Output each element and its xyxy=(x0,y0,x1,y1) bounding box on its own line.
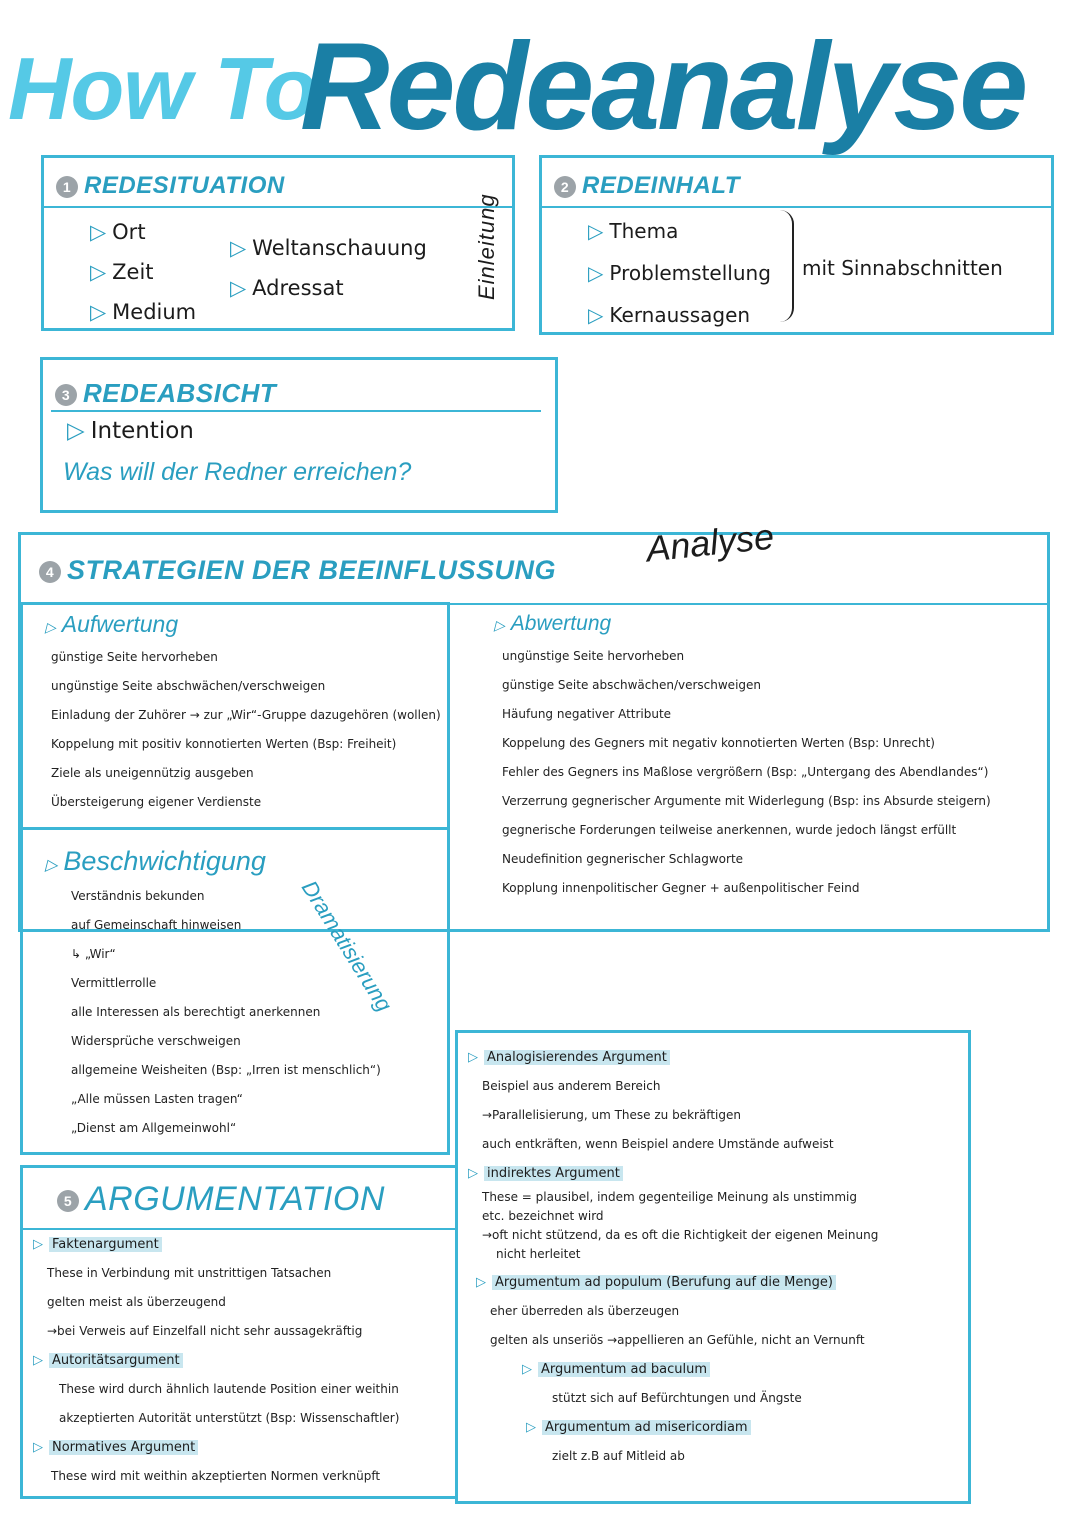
list-item: ▷ Adressat xyxy=(230,276,344,300)
normatives-argument-title: ▷ Normatives Argument xyxy=(33,1433,399,1462)
list-item: Verzerrung gegnerischer Argumente mit Widerlegung (Bsp: ins Absurde steigern) xyxy=(502,794,991,808)
number-badge-1: 1 xyxy=(56,176,78,198)
list-item: Fehler des Gegners ins Maßlose vergrößern (Bsp: „Untergang des Abendlandes“) xyxy=(502,765,989,779)
list-item: akzeptierten Autorität unterstützt (Bsp: Wissenschaftler) xyxy=(59,1411,400,1425)
list-item: ▷ Problemstellung xyxy=(588,261,771,285)
page-title xyxy=(0,8,1080,158)
list-item: Verständnis bekunden xyxy=(71,889,205,903)
argumentation-right-box xyxy=(455,1030,971,1504)
list-item: allgemeine Weisheiten (Bsp: „Irren ist menschlich“) xyxy=(71,1063,381,1077)
redesituation-left-list xyxy=(90,212,196,332)
list-item: alle Interessen als berechtigt anerkennen xyxy=(71,1005,321,1019)
redeabsicht-box xyxy=(40,357,558,513)
list-item: gelten als unseriös →appellieren an Gefühle, nicht an Vernunft xyxy=(490,1333,865,1347)
autoritaetsargument-title: ▷ Autoritätsargument xyxy=(33,1346,399,1375)
list-item: Kopplung innenpolitischer Gegner + außenpolitischer Feind xyxy=(502,881,860,895)
argumentation-box xyxy=(20,1165,458,1499)
misericordiam-title: ▷ Argumentum ad misericordiam xyxy=(468,1413,878,1442)
list-item: →bei Verweis auf Einzelfall nicht sehr aussagekräftig xyxy=(47,1324,363,1338)
argumentation-right-content xyxy=(468,1043,878,1471)
einleitung-label: Einleitung xyxy=(474,193,499,300)
list-item: etc. bezeichnet wird xyxy=(482,1209,604,1223)
list-item: →oft nicht stützend, da es oft die Richtigkeit der eigenen Meinung xyxy=(482,1228,879,1242)
number-badge-5: 5 xyxy=(57,1190,79,1212)
list-item: Beispiel aus anderem Bereich xyxy=(482,1079,661,1093)
redeinhalt-heading: 2 REDEINHALT xyxy=(554,172,740,200)
list-item: ungünstige Seite hervorheben xyxy=(502,649,685,663)
list-item: „Dienst am Allgemeinwohl“ xyxy=(71,1121,237,1135)
title-how-to: How To xyxy=(8,39,317,138)
argumentation-heading: 5 ARGUMENTATION xyxy=(57,1180,385,1219)
abwertung-title: ▷ Abwertung xyxy=(494,612,612,635)
number-badge-3: 3 xyxy=(55,384,77,406)
list-item: ▷ Weltanschauung xyxy=(230,236,427,260)
number-badge-2: 2 xyxy=(554,176,576,198)
list-item: These in Verbindung mit unstrittigen Tatsachen xyxy=(47,1266,332,1280)
analogisierend-title: ▷ Analogisierendes Argument xyxy=(468,1043,878,1072)
list-item: auf Gemeinschaft hinweisen xyxy=(71,918,242,932)
list-item: Häufung negativer Attribute xyxy=(502,707,672,721)
curly-bracket xyxy=(778,210,794,322)
list-item: günstige Seite hervorheben xyxy=(51,650,218,664)
argumentation-left-content xyxy=(33,1230,399,1491)
redeabsicht-question: Was will der Redner erreichen? xyxy=(63,458,412,486)
list-item: ▷ Zeit xyxy=(90,260,154,284)
title-redeanalyse: Redeanalyse xyxy=(300,18,1026,156)
aufwertung-box xyxy=(20,602,450,830)
list-item: These wird durch ähnlich lautende Position einer weithin xyxy=(59,1382,399,1396)
redesituation-box xyxy=(41,155,515,331)
aufwertung-title: ▷ Aufwertung xyxy=(45,611,179,637)
dramatisierung-label: Dramatisierung xyxy=(296,876,398,1016)
list-item: gelten meist als überzeugend xyxy=(47,1295,226,1309)
number-badge-4: 4 xyxy=(39,561,61,583)
list-item: günstige Seite abschwächen/verschweigen xyxy=(502,678,762,692)
list-item: Neudefinition gegnerischer Schlagworte xyxy=(502,852,744,866)
faktenargument-title: ▷ Faktenargument xyxy=(33,1230,399,1259)
redeinhalt-box xyxy=(539,155,1054,335)
list-item: Koppelung mit positiv konnotierten Werten (Bsp: Freiheit) xyxy=(51,737,397,751)
populum-title: ▷ Argumentum ad populum (Berufung auf die Menge) xyxy=(468,1268,878,1297)
redesituation-right-list xyxy=(230,228,427,308)
list-item: ungünstige Seite abschwächen/verschweigen xyxy=(51,679,326,693)
list-item: →Parallelisierung, um These zu bekräftigen xyxy=(482,1108,741,1122)
analyse-label: Analyse xyxy=(644,515,776,570)
redeinhalt-list xyxy=(588,210,771,336)
list-item: Übersteigerung eigener Verdienste xyxy=(51,795,262,809)
list-item: ▷ Medium xyxy=(90,300,197,324)
baculum-title: ▷ Argumentum ad baculum xyxy=(468,1355,878,1384)
list-item: gegnerische Forderungen teilweise anerkennen, wurde jedoch längst erfüllt xyxy=(502,823,957,837)
list-item: nicht herleitet xyxy=(496,1247,581,1261)
abwertung-list xyxy=(502,642,991,903)
list-item: These = plausibel, indem gegenteilige Meinung als unstimmig xyxy=(482,1190,857,1204)
list-item: eher überreden als überzeugen xyxy=(490,1304,680,1318)
list-item: Ziele als uneigennützig ausgeben xyxy=(51,766,254,780)
list-item: Koppelung des Gegners mit negativ konnotierten Werten (Bsp: Unrecht) xyxy=(502,736,935,750)
redeabsicht-heading: 3 REDEABSICHT xyxy=(55,378,276,409)
redesituation-heading: 1 REDESITUATION xyxy=(56,172,285,200)
bracket-note: mit Sinnabschnitten xyxy=(802,256,1003,280)
list-item: Einladung der Zuhörer → zur „Wir“-Gruppe dazugehören (wollen) xyxy=(51,708,441,722)
list-item: ▷ Thema xyxy=(588,219,679,243)
baculum-text: stützt sich auf Befürchtungen und Ängste xyxy=(552,1391,802,1405)
list-item: Widersprüche verschweigen xyxy=(71,1034,241,1048)
list-item: ▷ Ort xyxy=(90,220,146,244)
list-item: ↳ „Wir“ xyxy=(71,947,116,961)
beschwichtigung-title: ▷ Beschwichtigung xyxy=(45,846,266,876)
misericordiam-text: zielt z.B auf Mitleid ab xyxy=(552,1449,685,1463)
redeabsicht-item: ▷ Intention xyxy=(67,418,194,444)
list-item: Vermittlerrolle xyxy=(71,976,157,990)
list-item: „Alle müssen Lasten tragen“ xyxy=(71,1092,243,1106)
list-item: auch entkräften, wenn Beispiel andere Umstände aufweist xyxy=(482,1137,834,1151)
indirekt-title: ▷ indirektes Argument xyxy=(468,1159,878,1188)
list-item: ▷ Kernaussagen xyxy=(588,303,751,327)
strategien-heading: 4 STRATEGIEN DER BEEINFLUSSUNG xyxy=(39,555,556,586)
list-item: These wird mit weithin akzeptierten Normen verknüpft xyxy=(51,1469,381,1483)
aufwertung-list xyxy=(51,643,441,817)
